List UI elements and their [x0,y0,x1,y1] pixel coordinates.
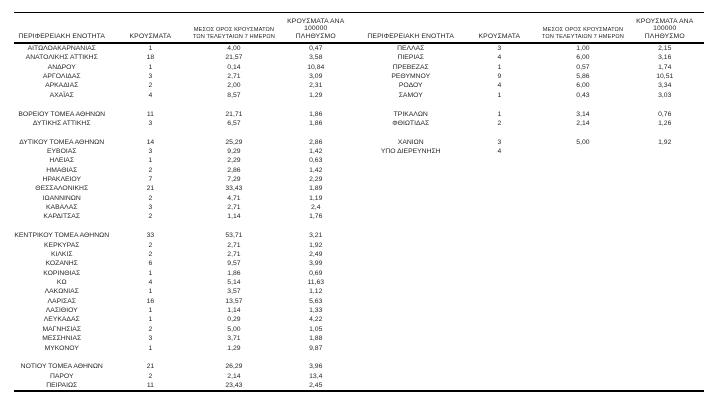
cases-cell: 3 [497,45,502,52]
avg7-cell: 2,71 [227,250,241,258]
table-row [14,53,355,62]
per100k-cell: 0,76 [658,110,672,118]
per100k-cell: 10,51 [656,73,674,81]
region-name-cell: ΗΛΕΙΑΣ [49,157,75,165]
avg7-cell: 2,71 [227,241,241,249]
per100k-cell [277,128,355,137]
table-row [14,63,355,72]
avg7-cell [191,128,276,137]
table-row [363,128,704,137]
cases-cell: 1 [148,45,153,52]
region-name-cell [14,128,109,137]
avg7-cell: 21,71 [225,110,243,118]
avg7-cell: 6,00 [576,82,590,90]
table-row [363,63,704,72]
cases-cell: 4 [497,147,502,155]
cases-cell: 11 [146,110,154,118]
per100k-cell: 0,63 [309,157,323,165]
per100k-cell: 1,92 [658,138,672,146]
cases-cell: 1 [148,63,153,71]
region-name-cell: ΕΥΒΟΙΑΣ [46,147,77,155]
avg7-cell: 21,57 [225,54,243,62]
table-row [14,119,355,128]
avg7-cell: 25,29 [225,138,243,146]
cases-cell: 21 [146,185,155,193]
per100k-cell: 1,86 [309,119,323,127]
cases-cell: 3 [497,138,502,146]
table-row [363,91,704,100]
table-row [14,278,355,287]
avg7-cell: 26,29 [225,363,243,371]
header-avg7 [191,27,276,40]
avg7-cell: 1,29 [227,344,241,352]
table-row [14,287,355,296]
per100k-cell: 9,87 [309,344,323,352]
region-name-cell: ΠΑΡΟΥ [49,372,74,380]
cases-cell: 2 [148,194,153,202]
table-row [14,315,355,324]
header-cases: ΚΡΟΥΣΜΑΤΑ [478,32,521,40]
cases-cell: 2 [148,166,153,174]
header-per100k-line2: ΠΛΗΘΥΣΜΟ [295,32,336,40]
avg7-cell: 4,71 [227,194,241,202]
per100k-cell: 1,88 [309,335,323,343]
cases-cell [109,100,191,109]
cases-cell: 1 [148,269,153,277]
cases-cell [109,353,191,362]
table-row [14,259,355,268]
region-name-cell: ΧΑΝΙΩΝ [397,138,424,146]
avg7-cell: 4,00 [227,45,241,52]
region-name-cell: ΚΑΒΑΛΑΣ [46,204,78,212]
avg7-cell: 8,57 [227,91,241,99]
avg7-cell: 3,14 [576,110,590,118]
cases-cell: 3 [148,147,153,155]
region-name-cell: ΑΝΑΤΟΛΙΚΗΣ ΑΤΤΙΚΗΣ [25,54,98,62]
right-table-body [363,44,704,390]
region-name-cell: ΡΟΔΟΥ [398,82,423,90]
cases-cell: 3 [148,73,153,81]
cases-cell: 33 [146,232,155,240]
per100k-cell [277,100,355,109]
cases-cell: 2 [148,325,153,333]
region-name-cell: ΜΑΓΝΗΣΙΑΣ [42,325,82,333]
header-avg7-line1: ΜΕΣΟΣ ΟΡΟΣ ΚΡΟΥΣΜΑΤΩΝ [193,27,275,34]
cases-cell: 1 [148,288,153,296]
avg7-cell: 0,29 [227,316,241,324]
cases-cell: 1 [148,316,153,324]
cases-cell: 1 [148,307,153,315]
cases-cell: 1 [148,344,153,352]
table-row [14,325,355,334]
table-header-band [14,13,704,44]
table-row [14,166,355,175]
avg7-cell [191,353,276,362]
header-avg7-line1: ΜΕΣΟΣ ΟΡΟΣ ΚΡΟΥΣΜΑΤΩΝ [542,27,624,34]
avg7-cell: 5,00 [576,138,590,146]
table-row [363,72,704,81]
per100k-cell: 1,12 [309,288,323,296]
header-region: ΠΕΡΙΦΕΡΕΙΑΚΗ ΕΝΟΤΗΤΑ [18,32,106,40]
cases-cell [458,128,540,137]
region-name-cell [14,100,109,109]
table-row [14,156,355,165]
avg7-cell: 1,86 [227,269,241,277]
avg7-cell: 6,57 [227,119,241,127]
header-per100k [277,18,355,41]
per100k-cell: 2,45 [309,381,323,389]
table-row [14,110,355,119]
per100k-cell: 2,15 [658,45,672,52]
avg7-cell: 1,14 [227,307,241,315]
table-row [14,381,355,390]
cases-cell: 9 [497,73,502,81]
region-name-cell: ΑΡΓΟΛΙΔΑΣ [42,73,81,81]
per100k-cell: 2,86 [309,138,323,146]
avg7-cell: 2,71 [227,73,241,81]
per100k-cell [277,353,355,362]
per100k-cell: 1,42 [309,166,323,174]
cases-cell: 16 [146,297,155,305]
avg7-cell: 5,00 [227,325,241,333]
per100k-cell: 0,69 [309,269,323,277]
avg7-cell [540,147,625,156]
table-row [14,344,355,353]
per100k-cell: 10,84 [307,63,325,71]
cases-cell: 2 [148,82,153,90]
cases-cell: 11 [146,381,154,389]
per100k-cell: 3,21 [309,232,323,240]
table-row [14,100,355,109]
cases-cell [109,128,191,137]
per100k-cell [626,147,704,156]
per100k-cell [277,222,355,231]
header-avg7 [540,27,625,40]
table-row [14,72,355,81]
table-row [14,250,355,259]
cases-cell: 4 [148,278,153,286]
per100k-cell: 11,63 [307,278,325,286]
avg7-cell: 0,57 [576,63,590,71]
region-name-cell: ΝΟΤΙΟΥ ΤΟΜΕΑ ΑΘΗΝΩΝ [20,363,103,371]
avg7-cell: 5,86 [576,73,590,81]
region-name-cell: ΚΕΡΚΥΡΑΣ [44,241,80,249]
per100k-cell: 3,99 [309,260,323,268]
region-name-cell: ΔΥΤΙΚΟΥ ΤΟΜΕΑ ΑΘΗΝΩΝ [19,138,105,146]
cases-cell: 14 [146,138,155,146]
table-row [14,353,355,362]
per100k-cell: 1,89 [309,185,323,193]
table-row [363,138,704,147]
avg7-cell: 7,29 [227,176,241,184]
left-table-header [14,13,355,42]
region-name-cell: ΔΥΤΙΚΗΣ ΑΤΤΙΚΗΣ [32,119,91,127]
region-name-cell [363,128,458,137]
region-name-cell: ΡΕΘΥΜΝΟΥ [391,73,431,81]
region-name-cell [14,222,109,231]
table-row [14,175,355,184]
avg7-cell [540,100,625,109]
avg7-cell: 13,57 [225,297,243,305]
table-row [14,44,355,53]
per100k-cell [626,100,704,109]
avg7-cell: 2,29 [227,157,241,165]
table-row [14,297,355,306]
per100k-cell: 2,29 [309,176,323,184]
cases-cell: 1 [148,157,153,165]
avg7-cell: 2,14 [227,372,241,380]
cases-cell: 1 [497,63,502,71]
cases-cell [458,100,540,109]
table-row [14,147,355,156]
table-row [14,372,355,381]
avg7-cell [191,222,276,231]
table-row [14,212,355,221]
per100k-cell: 13,4 [309,372,323,380]
region-name-cell: ΚΙΛΚΙΣ [50,250,73,258]
cases-cell: 2 [148,241,153,249]
region-name-cell: ΗΡΑΚΛΕΙΟΥ [42,176,82,184]
table-row [14,241,355,250]
header-avg7-line2: ΤΩΝ ΤΕΛΕΥΤΑΙΩΝ 7 ΗΜΕΡΩΝ [192,33,275,40]
cases-cell: 18 [146,54,155,62]
per100k-cell: 3,09 [309,73,323,81]
table-row [363,119,704,128]
table-row [14,203,355,212]
per100k-cell: 1,33 [309,307,323,315]
per100k-cell: 3,16 [658,54,672,62]
avg7-cell: 0,43 [576,91,590,99]
avg7-cell: 23,43 [225,381,243,389]
avg7-cell: 1,00 [576,45,590,52]
header-avg7-line2: ΤΩΝ ΤΕΛΕΥΤΑΙΩΝ 7 ΗΜΕΡΩΝ [541,33,624,40]
per100k-cell: 1,19 [309,194,323,202]
avg7-cell [540,128,625,137]
region-name-cell: ΑΝΔΡΟΥ [47,63,76,71]
right-table-header [363,13,704,42]
table-row [14,269,355,278]
header-region: ΠΕΡΙΦΕΡΕΙΑΚΗ ΕΝΟΤΗΤΑ [367,32,455,40]
table-body-band [14,44,704,390]
region-name-cell: ΛΑΚΩΝΙΑΣ [44,288,79,296]
table-row [14,306,355,315]
avg7-cell: 53,71 [225,232,243,240]
region-name-cell: ΗΜΑΘΙΑΣ [46,166,78,174]
per100k-cell: 1,26 [658,119,672,127]
table-row [14,184,355,193]
avg7-cell: 2,86 [227,166,241,174]
cases-cell: 7 [148,176,153,184]
cases-cell: 6 [148,260,153,268]
cases-cell: 2 [148,250,153,258]
region-name-cell: ΚΕΝΤΡΙΚΟΥ ΤΟΜΕΑ ΑΘΗΝΩΝ [14,232,110,240]
avg7-cell: 1,14 [227,213,241,221]
table-row [363,53,704,62]
region-name-cell: ΛΕΥΚΑΔΑΣ [43,316,80,324]
region-name-cell: ΙΩΑΝΝΙΝΩΝ [42,194,81,202]
region-name-cell: ΘΕΣΣΑΛΟΝΙΚΗΣ [35,185,89,193]
region-name-cell: ΚΟΡΙΝΘΙΑΣ [43,269,81,277]
per100k-cell: 5,63 [309,297,323,305]
cases-cell: 1 [497,91,502,99]
table-row [14,128,355,137]
region-name-cell: ΒΟΡΕΙΟΥ ΤΟΜΕΑ ΑΘΗΝΩΝ [18,110,106,118]
region-name-cell: ΚΟΖΑΝΗΣ [45,260,78,268]
region-name-cell: ΜΕΣΣΗΝΙΑΣ [42,335,82,343]
table-row [14,231,355,240]
cases-cell: 4 [148,91,153,99]
per100k-cell: 1,42 [309,147,323,155]
per100k-cell: 3,96 [309,363,323,371]
cases-cell: 21 [146,363,155,371]
header-per100k-line1: ΚΡΟΥΣΜΑΤΑ ΑΝΑ 100000 [287,17,345,32]
per100k-cell: 1,74 [658,63,672,71]
left-table-body [14,44,355,390]
avg7-cell: 33,43 [225,185,243,193]
avg7-cell: 5,14 [227,278,241,286]
per100k-cell: 2,49 [309,250,323,258]
per100k-cell: 2,4 [311,204,321,212]
cases-cell: 4 [497,54,502,62]
header-per100k-line1: ΚΡΟΥΣΜΑΤΑ ΑΝΑ 100000 [636,17,694,32]
region-name-cell: ΑΧΑΪΑΣ [49,91,74,99]
header-cases: ΚΡΟΥΣΜΑΤΑ [129,32,172,40]
per100k-cell: 3,03 [658,91,672,99]
avg7-cell: 3,71 [227,335,241,343]
region-name-cell: ΠΕΛΛΑΣ [397,45,425,52]
table-row [363,81,704,90]
header-per100k [626,18,704,41]
table-row [363,147,704,156]
region-name-cell: ΛΑΡΙΣΑΣ [47,297,76,305]
per100k-cell: 2,31 [309,82,323,90]
per100k-cell: 1,29 [309,91,323,99]
table-row [14,222,355,231]
cases-cell: 3 [148,119,153,127]
table-row [14,334,355,343]
cases-cell [109,222,191,231]
region-name-cell: ΛΑΣΙΘΙΟΥ [45,307,78,315]
regional-cases-table [14,12,704,392]
region-name-cell: ΠΕΙΡΑΙΩΣ [46,381,78,389]
cases-cell: 3 [148,335,153,343]
per100k-cell [626,128,704,137]
region-name-cell: ΠΙΕΡΙΑΣ [397,54,424,62]
per100k-cell: 1,92 [309,241,323,249]
region-name-cell: ΑΡΚΑΔΙΑΣ [45,82,79,90]
cases-cell: 4 [497,82,502,90]
cases-cell: 3 [148,204,153,212]
region-name-cell: ΑΙΤΩΛΟΑΚΑΡΝΑΝΙΑΣ [27,45,96,52]
region-name-cell [363,100,458,109]
avg7-cell: 9,29 [227,147,241,155]
cases-cell: 1 [497,110,502,118]
per100k-cell: 4,22 [309,316,323,324]
region-name-cell: ΦΘΙΩΤΙΔΑΣ [392,119,430,127]
region-name-cell: ΚΑΡΔΙΤΣΑΣ [43,213,81,221]
table-row [363,44,704,53]
region-name-cell: ΤΡΙΚΑΛΩΝ [393,110,428,118]
per100k-cell: 0,47 [309,45,323,52]
header-per100k-line2: ΠΛΗΘΥΣΜΟ [644,32,685,40]
table-row [14,81,355,90]
avg7-cell [191,100,276,109]
per100k-cell: 3,34 [658,82,672,90]
per100k-cell: 1,05 [309,325,323,333]
region-name-cell: ΚΩ [56,278,67,286]
table-row [14,138,355,147]
avg7-cell: 6,00 [576,54,590,62]
table-row [363,110,704,119]
region-name-cell: ΠΡΕΒΕΖΑΣ [392,63,429,71]
table-row [14,362,355,371]
region-name-cell: ΜΥΚΟΝΟΥ [44,344,79,352]
region-name-cell [14,353,109,362]
region-name-cell: ΣΑΜΟΥ [398,91,423,99]
table-row [14,194,355,203]
avg7-cell: 2,14 [576,119,590,127]
table-row [363,100,704,109]
avg7-cell: 2,71 [227,204,241,212]
cases-cell: 2 [497,119,502,127]
avg7-cell: 2,00 [227,82,241,90]
cases-cell: 2 [148,372,153,380]
per100k-cell: 1,86 [309,110,323,118]
avg7-cell: 3,57 [227,288,241,296]
region-name-cell: ΥΠΟ ΔΙΕΡΕΥΝΗΣΗ [380,147,441,155]
cases-cell: 2 [148,213,153,221]
table-row [14,91,355,100]
avg7-cell: 9,57 [227,260,241,268]
per100k-cell: 3,58 [309,54,323,62]
avg7-cell: 0,14 [227,63,241,71]
per100k-cell: 1,76 [309,213,323,221]
